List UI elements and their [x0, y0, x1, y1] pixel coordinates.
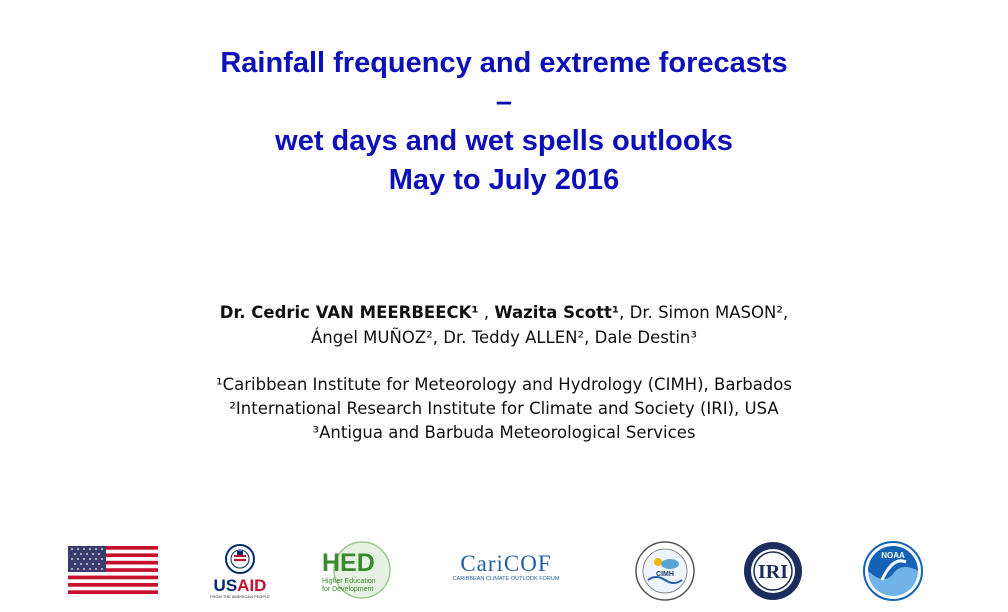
- iri-logo: [742, 540, 804, 602]
- affiliation-2: ²International Research Institute for Climate and Society (IRI), USA: [229, 399, 779, 418]
- caricof-logo: [445, 552, 567, 592]
- title-line-2: –: [495, 86, 513, 118]
- caricof-sub: CARIBBEAN CLIMATE OUTLOOK FORUM: [452, 576, 560, 582]
- hed-sub-1: Higher Education: [322, 578, 376, 585]
- cimh-text: CIMH: [656, 571, 674, 578]
- usaid-aid-text: AID: [237, 576, 267, 595]
- usaid-tagline: FROM THE AMERICAN PEOPLE: [210, 594, 270, 599]
- noaa-text: NOAA: [881, 551, 905, 560]
- usaid-seal-icon: [225, 544, 255, 574]
- noaa-logo: [862, 540, 924, 602]
- authors-block: [0, 300, 1008, 350]
- title-line-1: Rainfall frequency and extreme forecasts: [220, 47, 788, 79]
- hed-sub-2: for Development: [322, 586, 374, 593]
- author-2: Wazita Scott¹: [494, 303, 620, 322]
- affiliation-3: ³Antigua and Barbuda Meteorological Services: [312, 423, 696, 442]
- iri-text: IRI: [757, 561, 789, 583]
- affiliations-block: [0, 373, 1008, 445]
- authors-rest-1: , Dr. Simon MASON²,: [619, 303, 789, 322]
- usaid-logo: [206, 544, 274, 602]
- slide-title: [0, 44, 1008, 200]
- authors-line-2: Ángel MUÑOZ², Dr. Teddy ALLEN², Dale Destin³: [310, 328, 698, 347]
- us-flag-logo: [68, 546, 158, 594]
- caricof-text: CariCOF: [460, 551, 552, 576]
- title-line-3: wet days and wet spells outlooks: [275, 125, 733, 157]
- cimh-logo: [634, 540, 696, 602]
- hed-logo: [318, 538, 392, 602]
- authors-line-1: [0, 300, 1008, 325]
- hed-text: HED: [322, 549, 375, 577]
- logo-strip: [0, 536, 1008, 606]
- author-separator: ,: [478, 303, 495, 322]
- title-line-4: May to July 2016: [388, 164, 620, 196]
- usaid-us-text: US: [213, 576, 238, 595]
- author-1: Dr. Cedric VAN MEERBEECK¹: [219, 303, 479, 322]
- affiliation-1: ¹Caribbean Institute for Meteorology and Hydrology (CIMH), Barbados: [216, 375, 792, 394]
